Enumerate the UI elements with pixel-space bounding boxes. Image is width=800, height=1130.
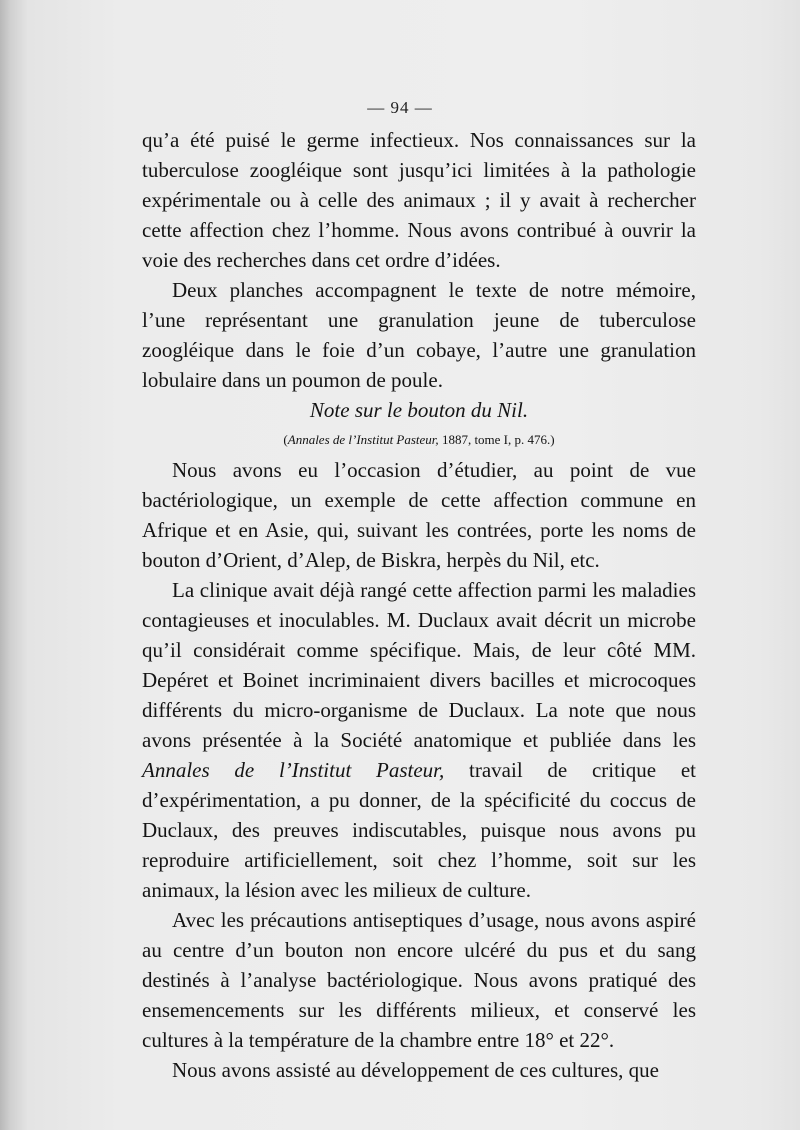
section-title: Note sur le bouton du Nil. — [309, 398, 529, 422]
section-citation — [142, 425, 696, 455]
paragraph-body-2 — [142, 575, 696, 905]
paragraph-body-4: Nous avons assisté au développement de ces cultures, que — [172, 1058, 659, 1082]
citation-open: ( — [283, 432, 288, 447]
paragraph-intro-1: qu’a été puisé le germe infectieux. Nos connaissances sur la tuberculose zoogléique sont jusqu’ici limitées à la pathologie expérimentale ou à celle des animaux ; il y avait à rechercher cette affection chez l’homme. Nous avons contribué à ouvrir la voie des recherches dans cet ordre d’idées. — [142, 128, 696, 272]
page-number: — 94 — — [367, 98, 433, 117]
citation-details: 1887, tome I, p. 476.) — [438, 432, 555, 447]
paragraph-body-3: Avec les précautions antiseptiques d’usage, nous avons aspiré au centre d’un bouton non encore ulcéré du pus et du sang destinés à l’analyse bactériologique. Nous avons pratiqué des ensemencements sur les différents milieux, et conservé les cultures à la température de la chambre entre 18° et 22°. — [142, 908, 696, 1052]
annales-reference: Annales de l’Institut Pasteur, — [142, 758, 445, 782]
paragraph-body-1: Nous avons eu l’occasion d’étudier, au point de vue bactériologique, un exemple de cette affection commune en Afrique et en Asie, qui, suivant les contrées, porte les noms de bouton d’Orient, d’Alep, de Biskra, herpès du Nil, etc. — [142, 458, 696, 572]
paragraph-intro-2: Deux planches accompagnent le texte de notre mémoire, l’une représentant une granulation jeune de tuberculose zoogléique dans le foie d’un cobaye, l’autre une granulation lobulaire dans un poumon de poule. — [142, 278, 696, 392]
citation-journal: Annales de l’Institut Pasteur, — [287, 432, 439, 447]
body-text — [142, 125, 696, 1085]
paragraph-body-2-text: La clinique avait déjà rangé cette affection parmi les maladies contagieuses et inoculables. M. Duclaux avait décrit un microbe qu’il considérait comme spécifique. Mais, de leur côté MM. Depéret et Boinet incriminaient divers bacilles et microcoques différents du micro-organisme de Duclaux. La note que nous avons présentée à la Société anatomique et publiée dans les — [142, 578, 696, 752]
paragraph-body-2-continuation: travail de critique et d’expérimentation, a pu donner, de la spécificité du coccus de Duclaux, des preuves indiscutables, puisque nous avons pu reproduire artificiellement, soit chez l’homme, soit sur les animaux, la lésion avec les milieux de culture. — [142, 758, 696, 902]
